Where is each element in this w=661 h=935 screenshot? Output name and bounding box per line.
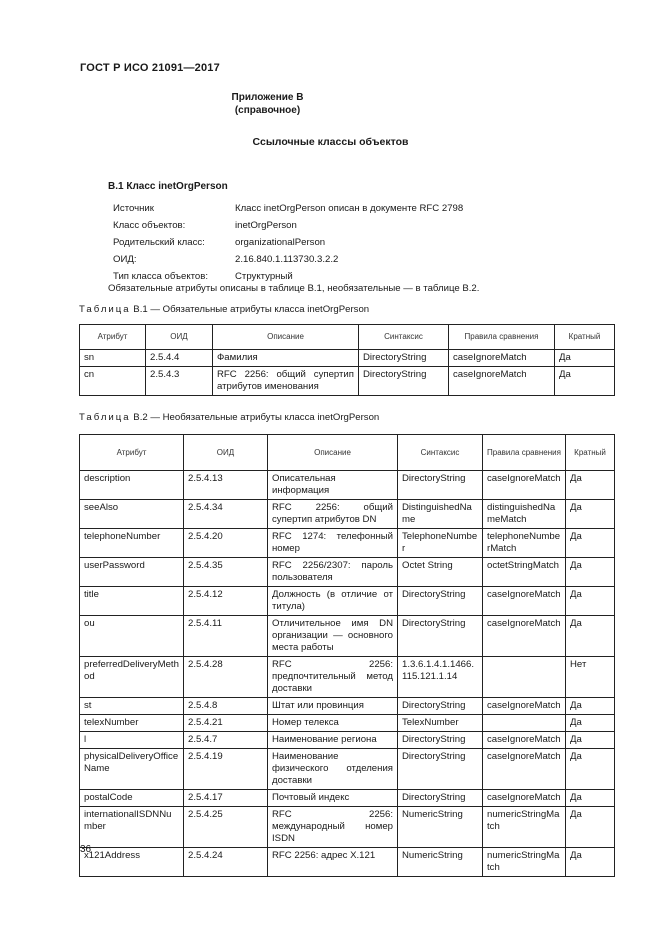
table-cell: caseIgnoreMatch: [483, 749, 566, 790]
attribute-key: Родительский класс:: [113, 237, 205, 248]
table-cell: physicalDeliveryOfficeName: [80, 749, 184, 790]
table1-caption: [79, 304, 369, 315]
table-cell: Да: [566, 790, 615, 807]
table-cell: internationalISDNNumber: [80, 807, 184, 848]
table-cell: 2.5.4.20: [184, 529, 268, 558]
attribute-key: Источник: [113, 203, 154, 214]
table-cell: RFC 1274: телефонный номер: [268, 529, 398, 558]
table-cell: DistinguishedName: [398, 500, 483, 529]
table-cell: telephoneNumber: [80, 529, 184, 558]
table-cell: Отличительное имя DN организации — основного места работы: [268, 616, 398, 657]
table-cell: 2.5.4.19: [184, 749, 268, 790]
section-title: Ссылочные классы объектов: [252, 136, 409, 148]
table-row: [80, 558, 615, 587]
table-cell: caseIgnoreMatch: [483, 587, 566, 616]
table-cell: l: [80, 732, 184, 749]
table-cell: Да: [555, 367, 615, 396]
table-cell: RFC 2256: адрес X.121: [268, 848, 398, 877]
table-cell: 2.5.4.28: [184, 657, 268, 698]
table-cell: sn: [80, 350, 146, 367]
attribute-key: Класс объектов:: [113, 220, 186, 231]
table-cell: caseIgnoreMatch: [483, 698, 566, 715]
table-cell: Наименование физического отделения доставки: [268, 749, 398, 790]
table-cell: Octet String: [398, 558, 483, 587]
attribute-value: Класс inetOrgPerson описан в документе RFC 2798: [235, 203, 464, 214]
table-cell: RFC 2256/2307: пароль пользователя: [268, 558, 398, 587]
attribute-key: ОИД:: [113, 254, 137, 265]
table-cell: userPassword: [80, 558, 184, 587]
table-cell: title: [80, 587, 184, 616]
table-row: [80, 616, 615, 657]
table-cell: Да: [566, 807, 615, 848]
table-row: [80, 715, 615, 732]
table-cell: 2.5.4.7: [184, 732, 268, 749]
class-attributes-list: [113, 203, 463, 288]
table-cell: 2.5.4.13: [184, 471, 268, 500]
table-cell: Да: [566, 500, 615, 529]
table-cell: caseIgnoreMatch: [483, 616, 566, 657]
column-header: Атрибут: [80, 435, 184, 471]
table-cell: 2.5.4.3: [146, 367, 213, 396]
table-row: [80, 529, 615, 558]
table-row: [80, 807, 615, 848]
attribute-value: Структурный: [235, 271, 293, 282]
table-cell: NumericString: [398, 848, 483, 877]
table-cell: octetStringMatch: [483, 558, 566, 587]
table-cell: numericStringMatch: [483, 807, 566, 848]
table-cell: 2.5.4.24: [184, 848, 268, 877]
table-cell: ou: [80, 616, 184, 657]
table-cell: DirectoryString: [398, 749, 483, 790]
table-cell: Должность (в отличие от титула): [268, 587, 398, 616]
table-cell: DirectoryString: [398, 732, 483, 749]
document-header: ГОСТ Р ИСО 21091—2017: [80, 62, 220, 74]
column-header: Правила сравнения: [483, 435, 566, 471]
attribute-value: 2.16.840.1.113730.3.2.2: [235, 254, 339, 265]
attribute-row: [113, 220, 463, 237]
table-row: [80, 749, 615, 790]
table-cell: seeAlso: [80, 500, 184, 529]
attribute-value: inetOrgPerson: [235, 220, 297, 231]
table-cell: TelexNumber: [398, 715, 483, 732]
attribute-row: [113, 237, 463, 254]
table-cell: DirectoryString: [398, 790, 483, 807]
table-cell: RFC 2256: общий супертип атрибутов именования: [213, 367, 359, 396]
attributes-note: Обязательные атрибуты описаны в таблице В.1, необязательные — в таблице В.2.: [108, 283, 480, 294]
column-header: Синтаксис: [359, 325, 449, 350]
table-cell: NumericString: [398, 807, 483, 848]
table-cell: telexNumber: [80, 715, 184, 732]
table-cell: preferredDeliveryMethod: [80, 657, 184, 698]
table-cell: DirectoryString: [359, 350, 449, 367]
table-cell: Да: [566, 749, 615, 790]
table-row: [80, 698, 615, 715]
table2-caption: [79, 412, 379, 423]
table-cell: Да: [566, 848, 615, 877]
table-cell: distinguishedNameMatch: [483, 500, 566, 529]
table-cell: TelephoneNumber: [398, 529, 483, 558]
table-row: [80, 732, 615, 749]
table-cell: Номер телекса: [268, 715, 398, 732]
optional-attributes-table: [79, 434, 615, 877]
table-cell: 1.3.6.1.4.1.1466.115.121.1.14: [398, 657, 483, 698]
table-row: [80, 471, 615, 500]
appendix-heading: [0, 91, 661, 117]
table2-caption-text: В.2 — Необязательные атрибуты класса inetOrgPerson: [130, 412, 380, 423]
table-cell: numericStringMatch: [483, 848, 566, 877]
column-header: Кратный: [566, 435, 615, 471]
appendix-title: Приложение В: [231, 92, 304, 103]
column-header: Кратный: [555, 325, 615, 350]
table-row: [80, 848, 615, 877]
table1-caption-label: Таблица: [79, 304, 131, 315]
table-cell: Штат или провинция: [268, 698, 398, 715]
table-row: [80, 790, 615, 807]
table-cell: [483, 657, 566, 698]
attribute-row: [113, 203, 463, 220]
table-row: [80, 587, 615, 616]
table-cell: 2.5.4.35: [184, 558, 268, 587]
table-row: [80, 500, 615, 529]
table-cell: Фамилия: [213, 350, 359, 367]
table-cell: st: [80, 698, 184, 715]
column-header: Синтаксис: [398, 435, 483, 471]
table-cell: 2.5.4.21: [184, 715, 268, 732]
column-header: ОИД: [184, 435, 268, 471]
table-cell: Да: [566, 715, 615, 732]
table-cell: Да: [555, 350, 615, 367]
table-cell: DirectoryString: [398, 698, 483, 715]
attribute-row: [113, 254, 463, 271]
table-cell: Да: [566, 698, 615, 715]
table-cell: Да: [566, 732, 615, 749]
column-header: Правила сравнения: [449, 325, 555, 350]
table-cell: 2.5.4.8: [184, 698, 268, 715]
table-cell: DirectoryString: [398, 587, 483, 616]
table-row: [80, 657, 615, 698]
column-header: ОИД: [146, 325, 213, 350]
table-cell: Наименование региона: [268, 732, 398, 749]
column-header: Атрибут: [80, 325, 146, 350]
table-cell: Описательная информация: [268, 471, 398, 500]
column-header: Описание: [213, 325, 359, 350]
table2-caption-label: Таблица: [79, 412, 131, 423]
table-cell: cn: [80, 367, 146, 396]
table-cell: 2.5.4.25: [184, 807, 268, 848]
attribute-key: Тип класса объектов:: [113, 271, 209, 282]
table-cell: DirectoryString: [359, 367, 449, 396]
table-cell: caseIgnoreMatch: [449, 350, 555, 367]
table-cell: RFC 2256: общий супертип атрибутов DN: [268, 500, 398, 529]
table-cell: Да: [566, 558, 615, 587]
table-cell: telephoneNumberMatch: [483, 529, 566, 558]
table-cell: caseIgnoreMatch: [483, 790, 566, 807]
table-cell: DirectoryString: [398, 471, 483, 500]
table-cell: 2.5.4.12: [184, 587, 268, 616]
table-cell: [483, 715, 566, 732]
table-cell: postalCode: [80, 790, 184, 807]
table-cell: description: [80, 471, 184, 500]
table-row: [80, 367, 615, 396]
appendix-subtitle: (справочное): [234, 105, 301, 116]
table-row: [80, 350, 615, 367]
table-cell: Да: [566, 616, 615, 657]
table-cell: Да: [566, 471, 615, 500]
table1-caption-text: В.1 — Обязательные атрибуты класса inetOrgPerson: [130, 304, 370, 315]
table-cell: RFC 2256: предпочтительный метод доставки: [268, 657, 398, 698]
page-number: 36: [80, 844, 92, 855]
table-cell: Нет: [566, 657, 615, 698]
table-cell: RFC 2256: международный номер ISDN: [268, 807, 398, 848]
table-cell: 2.5.4.11: [184, 616, 268, 657]
table-cell: DirectoryString: [398, 616, 483, 657]
table-cell: caseIgnoreMatch: [449, 367, 555, 396]
subsection-title: В.1 Класс inetOrgPerson: [108, 181, 228, 192]
table-cell: 2.5.4.34: [184, 500, 268, 529]
table-cell: Да: [566, 529, 615, 558]
table-cell: caseIgnoreMatch: [483, 732, 566, 749]
table-cell: 2.5.4.4: [146, 350, 213, 367]
column-header: Описание: [268, 435, 398, 471]
table-cell: x121Address: [80, 848, 184, 877]
attribute-value: organizationalPerson: [235, 237, 326, 248]
table-cell: caseIgnoreMatch: [483, 471, 566, 500]
mandatory-attributes-table: [79, 324, 615, 396]
table-cell: 2.5.4.17: [184, 790, 268, 807]
table-cell: Почтовый индекс: [268, 790, 398, 807]
table-cell: Да: [566, 587, 615, 616]
